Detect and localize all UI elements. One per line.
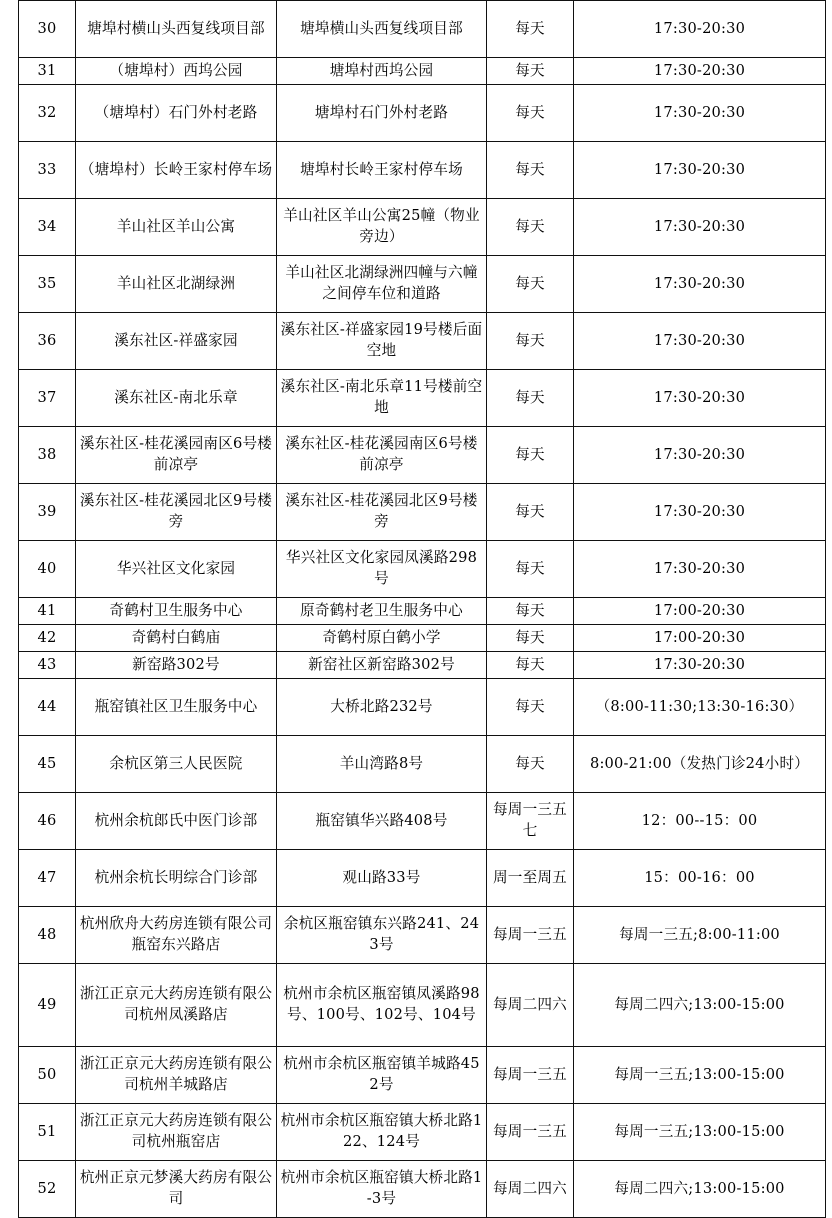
site-name-cell: 溪东社区-祥盛家园 bbox=[76, 313, 277, 370]
site-name-cell: 杭州余杭长明综合门诊部 bbox=[76, 850, 277, 907]
time-cell: 17:30-20:30 bbox=[574, 541, 826, 598]
row-index-cell: 42 bbox=[19, 625, 76, 652]
time-cell: 17:00-20:30 bbox=[574, 625, 826, 652]
table-row bbox=[19, 313, 826, 370]
table-row bbox=[19, 199, 826, 256]
site-address-cell: 新窑社区新窑路302号 bbox=[277, 652, 487, 679]
row-index-cell: 43 bbox=[19, 652, 76, 679]
frequency-cell: 每天 bbox=[487, 652, 574, 679]
row-index-cell: 41 bbox=[19, 598, 76, 625]
row-index-cell: 34 bbox=[19, 199, 76, 256]
time-cell: （8:00-11:30;13:30-16:30） bbox=[574, 679, 826, 736]
frequency-cell: 每天 bbox=[487, 256, 574, 313]
site-address-cell: 塘埠横山头西复线项目部 bbox=[277, 1, 487, 58]
table-row bbox=[19, 541, 826, 598]
frequency-cell: 每天 bbox=[487, 1, 574, 58]
row-index-cell: 38 bbox=[19, 427, 76, 484]
row-index-cell: 30 bbox=[19, 1, 76, 58]
table-row bbox=[19, 370, 826, 427]
time-cell: 17:30-20:30 bbox=[574, 427, 826, 484]
site-address-cell: 溪东社区-南北乐章11号楼前空地 bbox=[277, 370, 487, 427]
site-name-cell: 羊山社区羊山公寓 bbox=[76, 199, 277, 256]
row-index-cell: 36 bbox=[19, 313, 76, 370]
time-cell: 17:30-20:30 bbox=[574, 652, 826, 679]
site-address-cell: 塘埠村长岭王家村停车场 bbox=[277, 142, 487, 199]
site-name-cell: 溪东社区-南北乐章 bbox=[76, 370, 277, 427]
site-address-cell: 羊山社区北湖绿洲四幢与六幢之间停车位和道路 bbox=[277, 256, 487, 313]
time-cell: 17:30-20:30 bbox=[574, 370, 826, 427]
frequency-cell: 每天 bbox=[487, 625, 574, 652]
table-row bbox=[19, 1047, 826, 1104]
site-address-cell: 观山路33号 bbox=[277, 850, 487, 907]
table-row bbox=[19, 850, 826, 907]
site-name-cell: （塘埠村）长岭王家村停车场 bbox=[76, 142, 277, 199]
frequency-cell: 每天 bbox=[487, 58, 574, 85]
site-name-cell: 华兴社区文化家园 bbox=[76, 541, 277, 598]
row-index-cell: 49 bbox=[19, 964, 76, 1047]
time-cell: 17:30-20:30 bbox=[574, 484, 826, 541]
table-row bbox=[19, 1104, 826, 1161]
frequency-cell: 每天 bbox=[487, 598, 574, 625]
table-row bbox=[19, 142, 826, 199]
time-cell: 每周一三五;8:00-11:00 bbox=[574, 907, 826, 964]
table-row bbox=[19, 1161, 826, 1218]
time-cell: 8:00-21:00（发热门诊24小时） bbox=[574, 736, 826, 793]
row-index-cell: 45 bbox=[19, 736, 76, 793]
frequency-cell: 每周一三五 bbox=[487, 1047, 574, 1104]
site-address-cell: 溪东社区-桂花溪园北区9号楼旁 bbox=[277, 484, 487, 541]
table-row bbox=[19, 652, 826, 679]
site-address-cell: 余杭区瓶窑镇东兴路241、243号 bbox=[277, 907, 487, 964]
time-cell: 每周一三五;13:00-15:00 bbox=[574, 1047, 826, 1104]
frequency-cell: 每天 bbox=[487, 427, 574, 484]
frequency-cell: 每周一三五 bbox=[487, 1104, 574, 1161]
row-index-cell: 47 bbox=[19, 850, 76, 907]
site-address-cell: 杭州市余杭区瓶窑镇大桥北路1-3号 bbox=[277, 1161, 487, 1218]
time-cell: 17:30-20:30 bbox=[574, 256, 826, 313]
site-address-cell: 大桥北路232号 bbox=[277, 679, 487, 736]
time-cell: 17:30-20:30 bbox=[574, 142, 826, 199]
site-name-cell: 溪东社区-桂花溪园北区9号楼旁 bbox=[76, 484, 277, 541]
site-address-cell: 原奇鹤村老卫生服务中心 bbox=[277, 598, 487, 625]
site-address-cell: 杭州市余杭区瓶窑镇大桥北路122、124号 bbox=[277, 1104, 487, 1161]
site-name-cell: 瓶窑镇社区卫生服务中心 bbox=[76, 679, 277, 736]
time-cell: 每周一三五;13:00-15:00 bbox=[574, 1104, 826, 1161]
table-row bbox=[19, 256, 826, 313]
site-address-cell: 杭州市余杭区瓶窑镇羊城路452号 bbox=[277, 1047, 487, 1104]
frequency-cell: 每天 bbox=[487, 541, 574, 598]
frequency-cell: 每天 bbox=[487, 370, 574, 427]
row-index-cell: 39 bbox=[19, 484, 76, 541]
time-cell: 15：00-16：00 bbox=[574, 850, 826, 907]
site-address-cell: 溪东社区-桂花溪园南区6号楼前凉亭 bbox=[277, 427, 487, 484]
row-index-cell: 35 bbox=[19, 256, 76, 313]
table-body bbox=[19, 1, 826, 1218]
site-name-cell: 浙江正京元大药房连锁有限公司杭州瓶窑店 bbox=[76, 1104, 277, 1161]
time-cell: 17:30-20:30 bbox=[574, 313, 826, 370]
site-name-cell: 羊山社区北湖绿洲 bbox=[76, 256, 277, 313]
site-name-cell: 奇鹤村卫生服务中心 bbox=[76, 598, 277, 625]
time-cell: 12：00--15：00 bbox=[574, 793, 826, 850]
time-cell: 17:30-20:30 bbox=[574, 58, 826, 85]
site-name-cell: 溪东社区-桂花溪园南区6号楼前凉亭 bbox=[76, 427, 277, 484]
row-index-cell: 40 bbox=[19, 541, 76, 598]
row-index-cell: 32 bbox=[19, 85, 76, 142]
row-index-cell: 44 bbox=[19, 679, 76, 736]
time-cell: 17:00-20:30 bbox=[574, 598, 826, 625]
table-row bbox=[19, 484, 826, 541]
frequency-cell: 每天 bbox=[487, 199, 574, 256]
table-row bbox=[19, 58, 826, 85]
time-cell: 17:30-20:30 bbox=[574, 85, 826, 142]
site-name-cell: 杭州欣舟大药房连锁有限公司瓶窑东兴路店 bbox=[76, 907, 277, 964]
site-address-cell: 塘埠村石门外村老路 bbox=[277, 85, 487, 142]
site-address-cell: 奇鹤村原白鹤小学 bbox=[277, 625, 487, 652]
site-name-cell: 塘埠村横山头西复线项目部 bbox=[76, 1, 277, 58]
frequency-cell: 每天 bbox=[487, 484, 574, 541]
row-index-cell: 52 bbox=[19, 1161, 76, 1218]
frequency-cell: 每天 bbox=[487, 679, 574, 736]
time-cell: 每周二四六;13:00-15:00 bbox=[574, 964, 826, 1047]
table-row bbox=[19, 1, 826, 58]
site-name-cell: 奇鹤村白鹤庙 bbox=[76, 625, 277, 652]
site-name-cell: 浙江正京元大药房连锁有限公司杭州凤溪路店 bbox=[76, 964, 277, 1047]
frequency-cell: 每天 bbox=[487, 313, 574, 370]
table-row bbox=[19, 427, 826, 484]
frequency-cell: 每周二四六 bbox=[487, 964, 574, 1047]
table-row bbox=[19, 793, 826, 850]
table-row bbox=[19, 85, 826, 142]
row-index-cell: 31 bbox=[19, 58, 76, 85]
row-index-cell: 50 bbox=[19, 1047, 76, 1104]
frequency-cell: 每周二四六 bbox=[487, 1161, 574, 1218]
site-name-cell: 余杭区第三人民医院 bbox=[76, 736, 277, 793]
frequency-cell: 每天 bbox=[487, 736, 574, 793]
site-address-cell: 华兴社区文化家园凤溪路298号 bbox=[277, 541, 487, 598]
table-row bbox=[19, 736, 826, 793]
site-name-cell: 杭州正京元梦溪大药房有限公司 bbox=[76, 1161, 277, 1218]
site-address-cell: 溪东社区-祥盛家园19号楼后面空地 bbox=[277, 313, 487, 370]
row-index-cell: 46 bbox=[19, 793, 76, 850]
table-row bbox=[19, 598, 826, 625]
table-row bbox=[19, 964, 826, 1047]
frequency-cell: 每周一三五 bbox=[487, 907, 574, 964]
site-name-cell: 新窑路302号 bbox=[76, 652, 277, 679]
time-cell: 17:30-20:30 bbox=[574, 199, 826, 256]
site-name-cell: 浙江正京元大药房连锁有限公司杭州羊城路店 bbox=[76, 1047, 277, 1104]
sampling-sites-table bbox=[18, 0, 826, 1218]
table-row bbox=[19, 907, 826, 964]
table-row bbox=[19, 679, 826, 736]
site-name-cell: （塘埠村）石门外村老路 bbox=[76, 85, 277, 142]
frequency-cell: 每周一三五七 bbox=[487, 793, 574, 850]
frequency-cell: 每天 bbox=[487, 142, 574, 199]
frequency-cell: 周一至周五 bbox=[487, 850, 574, 907]
site-name-cell: 杭州余杭郎氏中医门诊部 bbox=[76, 793, 277, 850]
site-name-cell: （塘埠村）西坞公园 bbox=[76, 58, 277, 85]
frequency-cell: 每天 bbox=[487, 85, 574, 142]
time-cell: 每周二四六;13:00-15:00 bbox=[574, 1161, 826, 1218]
site-address-cell: 杭州市余杭区瓶窑镇凤溪路98号、100号、102号、104号 bbox=[277, 964, 487, 1047]
site-address-cell: 瓶窑镇华兴路408号 bbox=[277, 793, 487, 850]
row-index-cell: 48 bbox=[19, 907, 76, 964]
time-cell: 17:30-20:30 bbox=[574, 1, 826, 58]
row-index-cell: 51 bbox=[19, 1104, 76, 1161]
site-address-cell: 羊山社区羊山公寓25幢（物业旁边） bbox=[277, 199, 487, 256]
row-index-cell: 37 bbox=[19, 370, 76, 427]
site-address-cell: 羊山湾路8号 bbox=[277, 736, 487, 793]
site-address-cell: 塘埠村西坞公园 bbox=[277, 58, 487, 85]
table-row bbox=[19, 625, 826, 652]
row-index-cell: 33 bbox=[19, 142, 76, 199]
